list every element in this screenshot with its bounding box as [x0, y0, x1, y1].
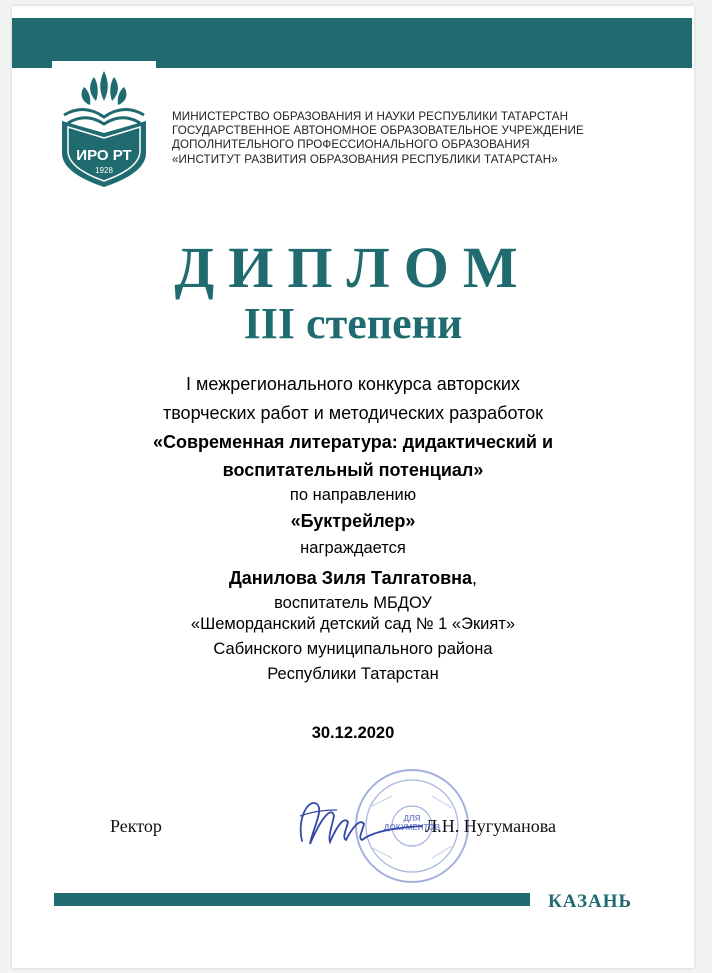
diploma-sheet	[12, 6, 694, 968]
stamp-text: ДЛЯ ДОКУМЕНТОВ	[383, 814, 441, 832]
direction-name: «Буктрейлер»	[290, 511, 416, 531]
issue-date: 30.12.2020	[311, 724, 395, 742]
logo-text: ИРО РТ	[76, 147, 132, 164]
recipient-name: Данилова Зиля Талгатовна	[228, 568, 473, 588]
recipient-position: воспитатель МБДОУ	[274, 594, 432, 612]
logo-year: 1928	[95, 166, 113, 175]
rector-signature	[282, 786, 442, 856]
awarded-label: награждается	[300, 539, 406, 557]
org-line: «ИНСТИТУТ РАЗВИТИЯ ОБРАЗОВАНИЯ РЕСПУБЛИКИ ТАТАРСТАН»	[172, 152, 558, 166]
recipient-region: Республики Татарстан	[267, 665, 439, 683]
direction-label: по направлению	[289, 486, 417, 504]
recipient-district: Сабинского муниципального района	[213, 640, 493, 658]
org-line: МИНИСТЕРСТВО ОБРАЗОВАНИЯ И НАУКИ РЕСПУБЛИКИ ТАТАРСТАН	[172, 110, 569, 123]
recipient-institution: «Шеморданский детский сад № 1 «Экият»	[190, 615, 516, 633]
diploma-title: ДИПЛОМ	[174, 235, 532, 300]
organization-header	[172, 110, 672, 167]
contest-name-line-1: «Современная литература: дидактический и	[152, 432, 554, 452]
recipient-name-line	[12, 568, 694, 589]
bottom-color-band	[54, 893, 530, 906]
contest-line-2: творческих работ и методических разработок	[162, 403, 544, 423]
rector-label: Ректор	[110, 816, 162, 836]
org-line: ГОСУДАРСТВЕННОЕ АВТОНОМНОЕ ОБРАЗОВАТЕЛЬНОЕ УЧРЕЖДЕНИЕ	[172, 124, 584, 138]
city-name: КАЗАНЬ	[548, 891, 633, 912]
contest-name-line-2: воспитательный потенциал»	[222, 460, 484, 480]
diploma-degree: III степени	[243, 299, 463, 348]
signer-name: Л.Н. Нугуманова	[425, 816, 556, 836]
recipient-name-suffix: ,	[472, 568, 478, 588]
org-line: ДОПОЛНИТЕЛЬНОГО ПРОФЕССИОНАЛЬНОГО ОБРАЗОВАНИЯ	[172, 138, 530, 152]
institute-logo	[52, 61, 156, 191]
contest-line-1: I межрегионального конкурса авторских	[186, 374, 520, 394]
